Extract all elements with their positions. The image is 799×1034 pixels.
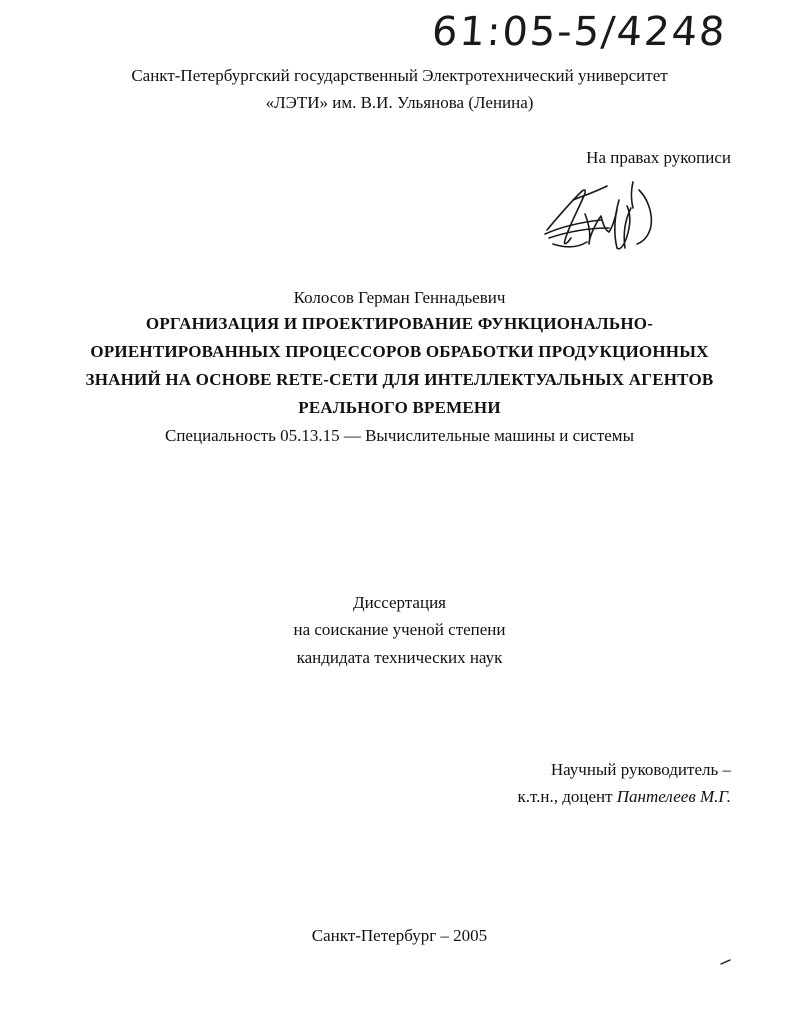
specialty-line: Специальность 05.13.15 — Вычислительные машины и системы	[164, 426, 634, 445]
supervisor-details	[517, 787, 731, 807]
signature-image	[543, 178, 663, 256]
title-line-3: ЗНАНИЙ НА ОСНОВЕ RETE-СЕТИ ДЛЯ ИНТЕЛЛЕКТУАЛЬНЫХ АГЕНТОВ	[85, 370, 714, 389]
title-line-2: ОРИЕНТИРОВАННЫХ ПРОЦЕССОРОВ ОБРАБОТКИ ПРОДУКЦИОННЫХ	[90, 342, 709, 361]
supervisor-degree: к.т.н., доцент	[517, 787, 617, 806]
archive-code-handwritten: 61:05-5/4248	[430, 9, 729, 55]
title-line-4: РЕАЛЬНОГО ВРЕМЕНИ	[298, 398, 501, 417]
place-and-year: Санкт-Петербург – 2005	[311, 926, 488, 945]
dissertation-label: Диссертация	[352, 593, 446, 612]
rights-note: На правах рукописи	[586, 148, 731, 167]
university-name-line1: Санкт-Петербургский государственный Электротехнический университет	[131, 66, 668, 85]
author-name: Колосов Герман Геннадьевич	[293, 288, 506, 307]
degree-name-line: кандидата технических наук	[296, 648, 503, 667]
supervisor-name: Пантелеев М.Г.	[616, 787, 731, 806]
degree-purpose-line: на соискание ученой степени	[293, 620, 506, 639]
ink-speck-mark	[720, 958, 732, 966]
supervisor-label: Научный руководитель –	[550, 760, 731, 779]
university-name-line2: «ЛЭТИ» им. В.И. Ульянова (Ленина)	[265, 93, 534, 112]
title-line-1: ОРГАНИЗАЦИЯ И ПРОЕКТИРОВАНИЕ ФУНКЦИОНАЛЬНО-	[145, 314, 654, 333]
